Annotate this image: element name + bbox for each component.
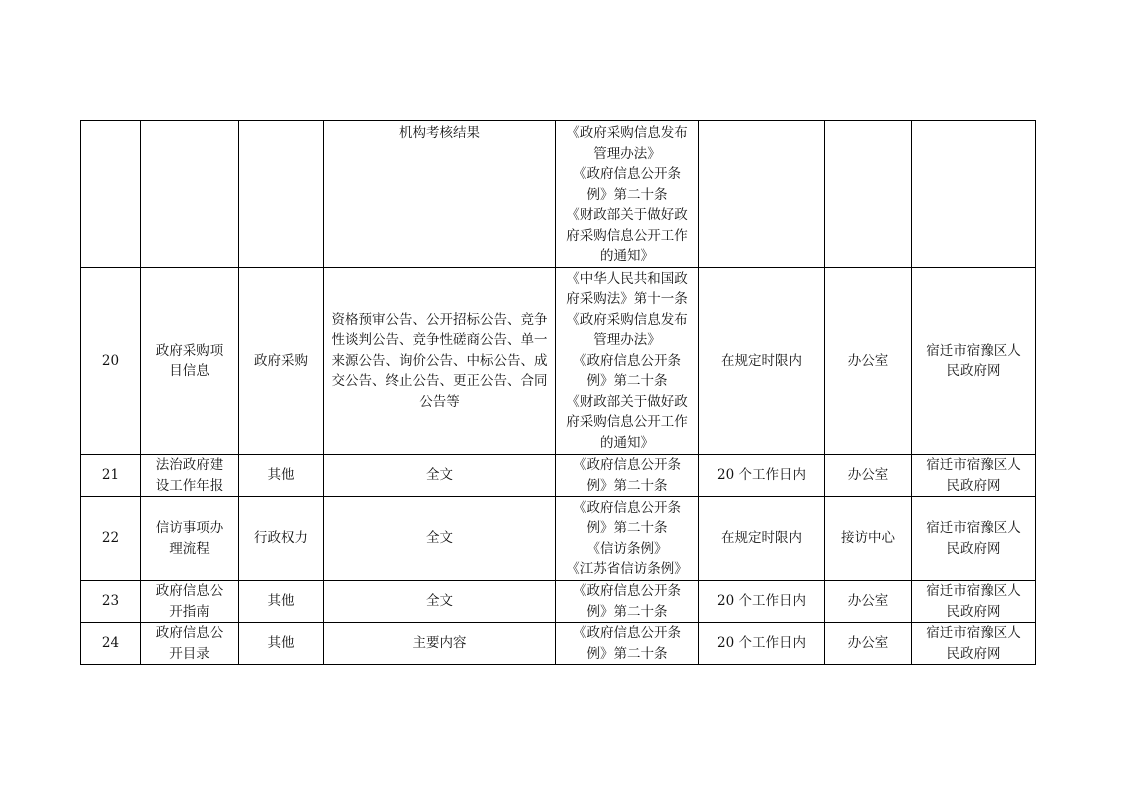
cell-legal-basis-line: 《江苏省信访条例》 bbox=[566, 561, 688, 577]
cell-time-limit: 20 个工作日内 bbox=[699, 455, 825, 497]
cell-channel-line: 宿迁市宿豫区人 bbox=[926, 583, 1021, 599]
cell-item-name-line: 开目录 bbox=[169, 645, 210, 662]
cell-legal-basis bbox=[556, 497, 699, 581]
cell-content-line: 全文 bbox=[426, 593, 453, 610]
cell-number: 23 bbox=[81, 581, 141, 623]
cell-department: 办公室 bbox=[825, 455, 912, 497]
cell-department: 办公室 bbox=[825, 268, 912, 455]
cell-legal-basis-line: 的通知》 bbox=[600, 248, 654, 264]
cell-legal-basis-line: 例》第二十条 bbox=[586, 477, 668, 494]
cell-legal-basis-line: 府采购法》第十一条 bbox=[566, 291, 688, 308]
cell-department bbox=[825, 121, 912, 268]
cell-number: 22 bbox=[81, 497, 141, 581]
cell-channel bbox=[912, 455, 1036, 497]
cell-item-name-line: 法治政府建 bbox=[155, 457, 224, 473]
cell-number: 21 bbox=[81, 455, 141, 497]
cell-legal-basis-line: 《政府采购信息发布 bbox=[566, 125, 688, 141]
cell-legal-basis-line: 的通知》 bbox=[600, 434, 654, 451]
table-row bbox=[81, 121, 1036, 268]
cell-content-line: 全文 bbox=[426, 467, 453, 484]
cell-time-limit bbox=[699, 121, 825, 268]
cell-channel bbox=[912, 268, 1036, 455]
cell-content-line: 性谈判公告、竞争性磋商公告、单一 bbox=[331, 332, 548, 349]
cell-legal-basis-line: 例》第二十条 bbox=[586, 603, 668, 620]
cell-legal-basis bbox=[556, 121, 699, 268]
cell-legal-basis bbox=[556, 581, 699, 623]
cell-department: 办公室 bbox=[825, 581, 912, 623]
cell-channel-line: 民政府网 bbox=[946, 645, 1001, 662]
cell-content bbox=[324, 623, 556, 665]
disclosure-table bbox=[80, 120, 1036, 665]
cell-content-line: 来源公告、询价公告、中标公告、成 bbox=[331, 352, 548, 369]
cell-legal-basis-line: 例》第二十条 bbox=[586, 645, 668, 662]
cell-item-name-line: 目信息 bbox=[169, 363, 210, 379]
cell-category: 其他 bbox=[239, 623, 324, 665]
cell-number: 24 bbox=[81, 623, 141, 665]
cell-item-name bbox=[141, 623, 239, 665]
cell-channel-line: 民政府网 bbox=[946, 477, 1001, 494]
cell-legal-basis-line: 《政府信息公开条 bbox=[573, 583, 681, 599]
cell-number: 20 bbox=[81, 268, 141, 455]
cell-channel-line: 宿迁市宿豫区人 bbox=[926, 625, 1021, 641]
cell-content-line: 交公告、终止公告、更正公告、合同 bbox=[331, 373, 548, 390]
cell-channel-line: 宿迁市宿豫区人 bbox=[926, 520, 1021, 536]
cell-time-limit: 20 个工作日内 bbox=[699, 623, 825, 665]
table-row bbox=[81, 623, 1036, 665]
cell-content bbox=[324, 268, 556, 455]
cell-item-name bbox=[141, 268, 239, 455]
cell-number bbox=[81, 121, 141, 268]
cell-content bbox=[324, 455, 556, 497]
cell-legal-basis-line: 《财政部关于做好政 bbox=[566, 207, 688, 223]
cell-legal-basis-line: 《中华人民共和国政 bbox=[566, 270, 688, 287]
cell-item-name-line: 信访事项办 bbox=[155, 520, 224, 536]
cell-time-limit: 20 个工作日内 bbox=[699, 581, 825, 623]
cell-channel-line: 宿迁市宿豫区人 bbox=[926, 342, 1021, 359]
cell-legal-basis-line: 《信访条例》 bbox=[586, 540, 668, 557]
cell-channel-line: 民政府网 bbox=[946, 603, 1001, 620]
cell-item-name bbox=[141, 455, 239, 497]
cell-channel bbox=[912, 497, 1036, 581]
cell-legal-basis-line: 管理办法》 bbox=[593, 145, 661, 162]
cell-channel bbox=[912, 623, 1036, 665]
cell-item-name bbox=[141, 497, 239, 581]
cell-content-line: 公告等 bbox=[419, 393, 460, 410]
table-row bbox=[81, 581, 1036, 623]
cell-legal-basis-line: 府采购信息公开工作 bbox=[566, 227, 688, 244]
cell-category: 行政权力 bbox=[239, 497, 324, 581]
cell-legal-basis-line: 府采购信息公开工作 bbox=[566, 414, 688, 431]
cell-legal-basis bbox=[556, 268, 699, 455]
cell-legal-basis-line: 《政府信息公开条 bbox=[573, 625, 681, 641]
cell-legal-basis-line: 例》第二十条 bbox=[586, 520, 668, 536]
cell-item-name-line: 政府采购项 bbox=[155, 342, 224, 359]
cell-item-name-line: 政府信息公 bbox=[155, 583, 224, 599]
cell-content bbox=[324, 121, 556, 268]
cell-item-name-line: 理流程 bbox=[169, 540, 210, 557]
cell-content-line: 主要内容 bbox=[412, 635, 467, 652]
cell-legal-basis-line: 例》第二十条 bbox=[586, 373, 668, 390]
cell-item-name bbox=[141, 581, 239, 623]
cell-legal-basis-line: 《政府采购信息发布 bbox=[566, 311, 688, 328]
cell-category: 政府采购 bbox=[239, 268, 324, 455]
cell-legal-basis-line: 管理办法》 bbox=[593, 332, 661, 349]
cell-legal-basis-line: 例》第二十条 bbox=[586, 186, 668, 203]
cell-item-name-line: 设工作年报 bbox=[155, 477, 224, 494]
cell-time-limit: 在规定时限内 bbox=[699, 497, 825, 581]
cell-channel-line: 宿迁市宿豫区人 bbox=[926, 457, 1021, 473]
cell-legal-basis-line: 《政府信息公开条 bbox=[573, 352, 681, 369]
cell-category: 其他 bbox=[239, 455, 324, 497]
table-row bbox=[81, 455, 1036, 497]
cell-legal-basis bbox=[556, 455, 699, 497]
cell-content-line: 资格预审公告、公开招标公告、竞争 bbox=[331, 311, 548, 328]
cell-content-line: 机构考核结果 bbox=[399, 125, 480, 141]
cell-channel bbox=[912, 581, 1036, 623]
cell-category bbox=[239, 121, 324, 268]
cell-channel bbox=[912, 121, 1036, 268]
cell-channel-line: 民政府网 bbox=[946, 363, 1001, 379]
cell-legal-basis-line: 《政府信息公开条 bbox=[573, 499, 681, 516]
cell-category: 其他 bbox=[239, 581, 324, 623]
table-body bbox=[81, 121, 1036, 665]
table-row bbox=[81, 497, 1036, 581]
cell-legal-basis-line: 《政府信息公开条 bbox=[573, 457, 681, 473]
cell-time-limit: 在规定时限内 bbox=[699, 268, 825, 455]
cell-legal-basis-line: 《政府信息公开条 bbox=[573, 166, 681, 182]
cell-legal-basis bbox=[556, 623, 699, 665]
cell-item-name-line: 政府信息公 bbox=[155, 625, 224, 641]
cell-item-name-line: 开指南 bbox=[169, 603, 210, 620]
table-row bbox=[81, 268, 1036, 455]
cell-content bbox=[324, 581, 556, 623]
cell-department: 接访中心 bbox=[825, 497, 912, 581]
cell-content bbox=[324, 497, 556, 581]
cell-legal-basis-line: 《财政部关于做好政 bbox=[566, 393, 688, 410]
cell-channel-line: 民政府网 bbox=[946, 540, 1001, 557]
cell-item-name bbox=[141, 121, 239, 268]
cell-content-line: 全文 bbox=[426, 530, 453, 547]
cell-department: 办公室 bbox=[825, 623, 912, 665]
